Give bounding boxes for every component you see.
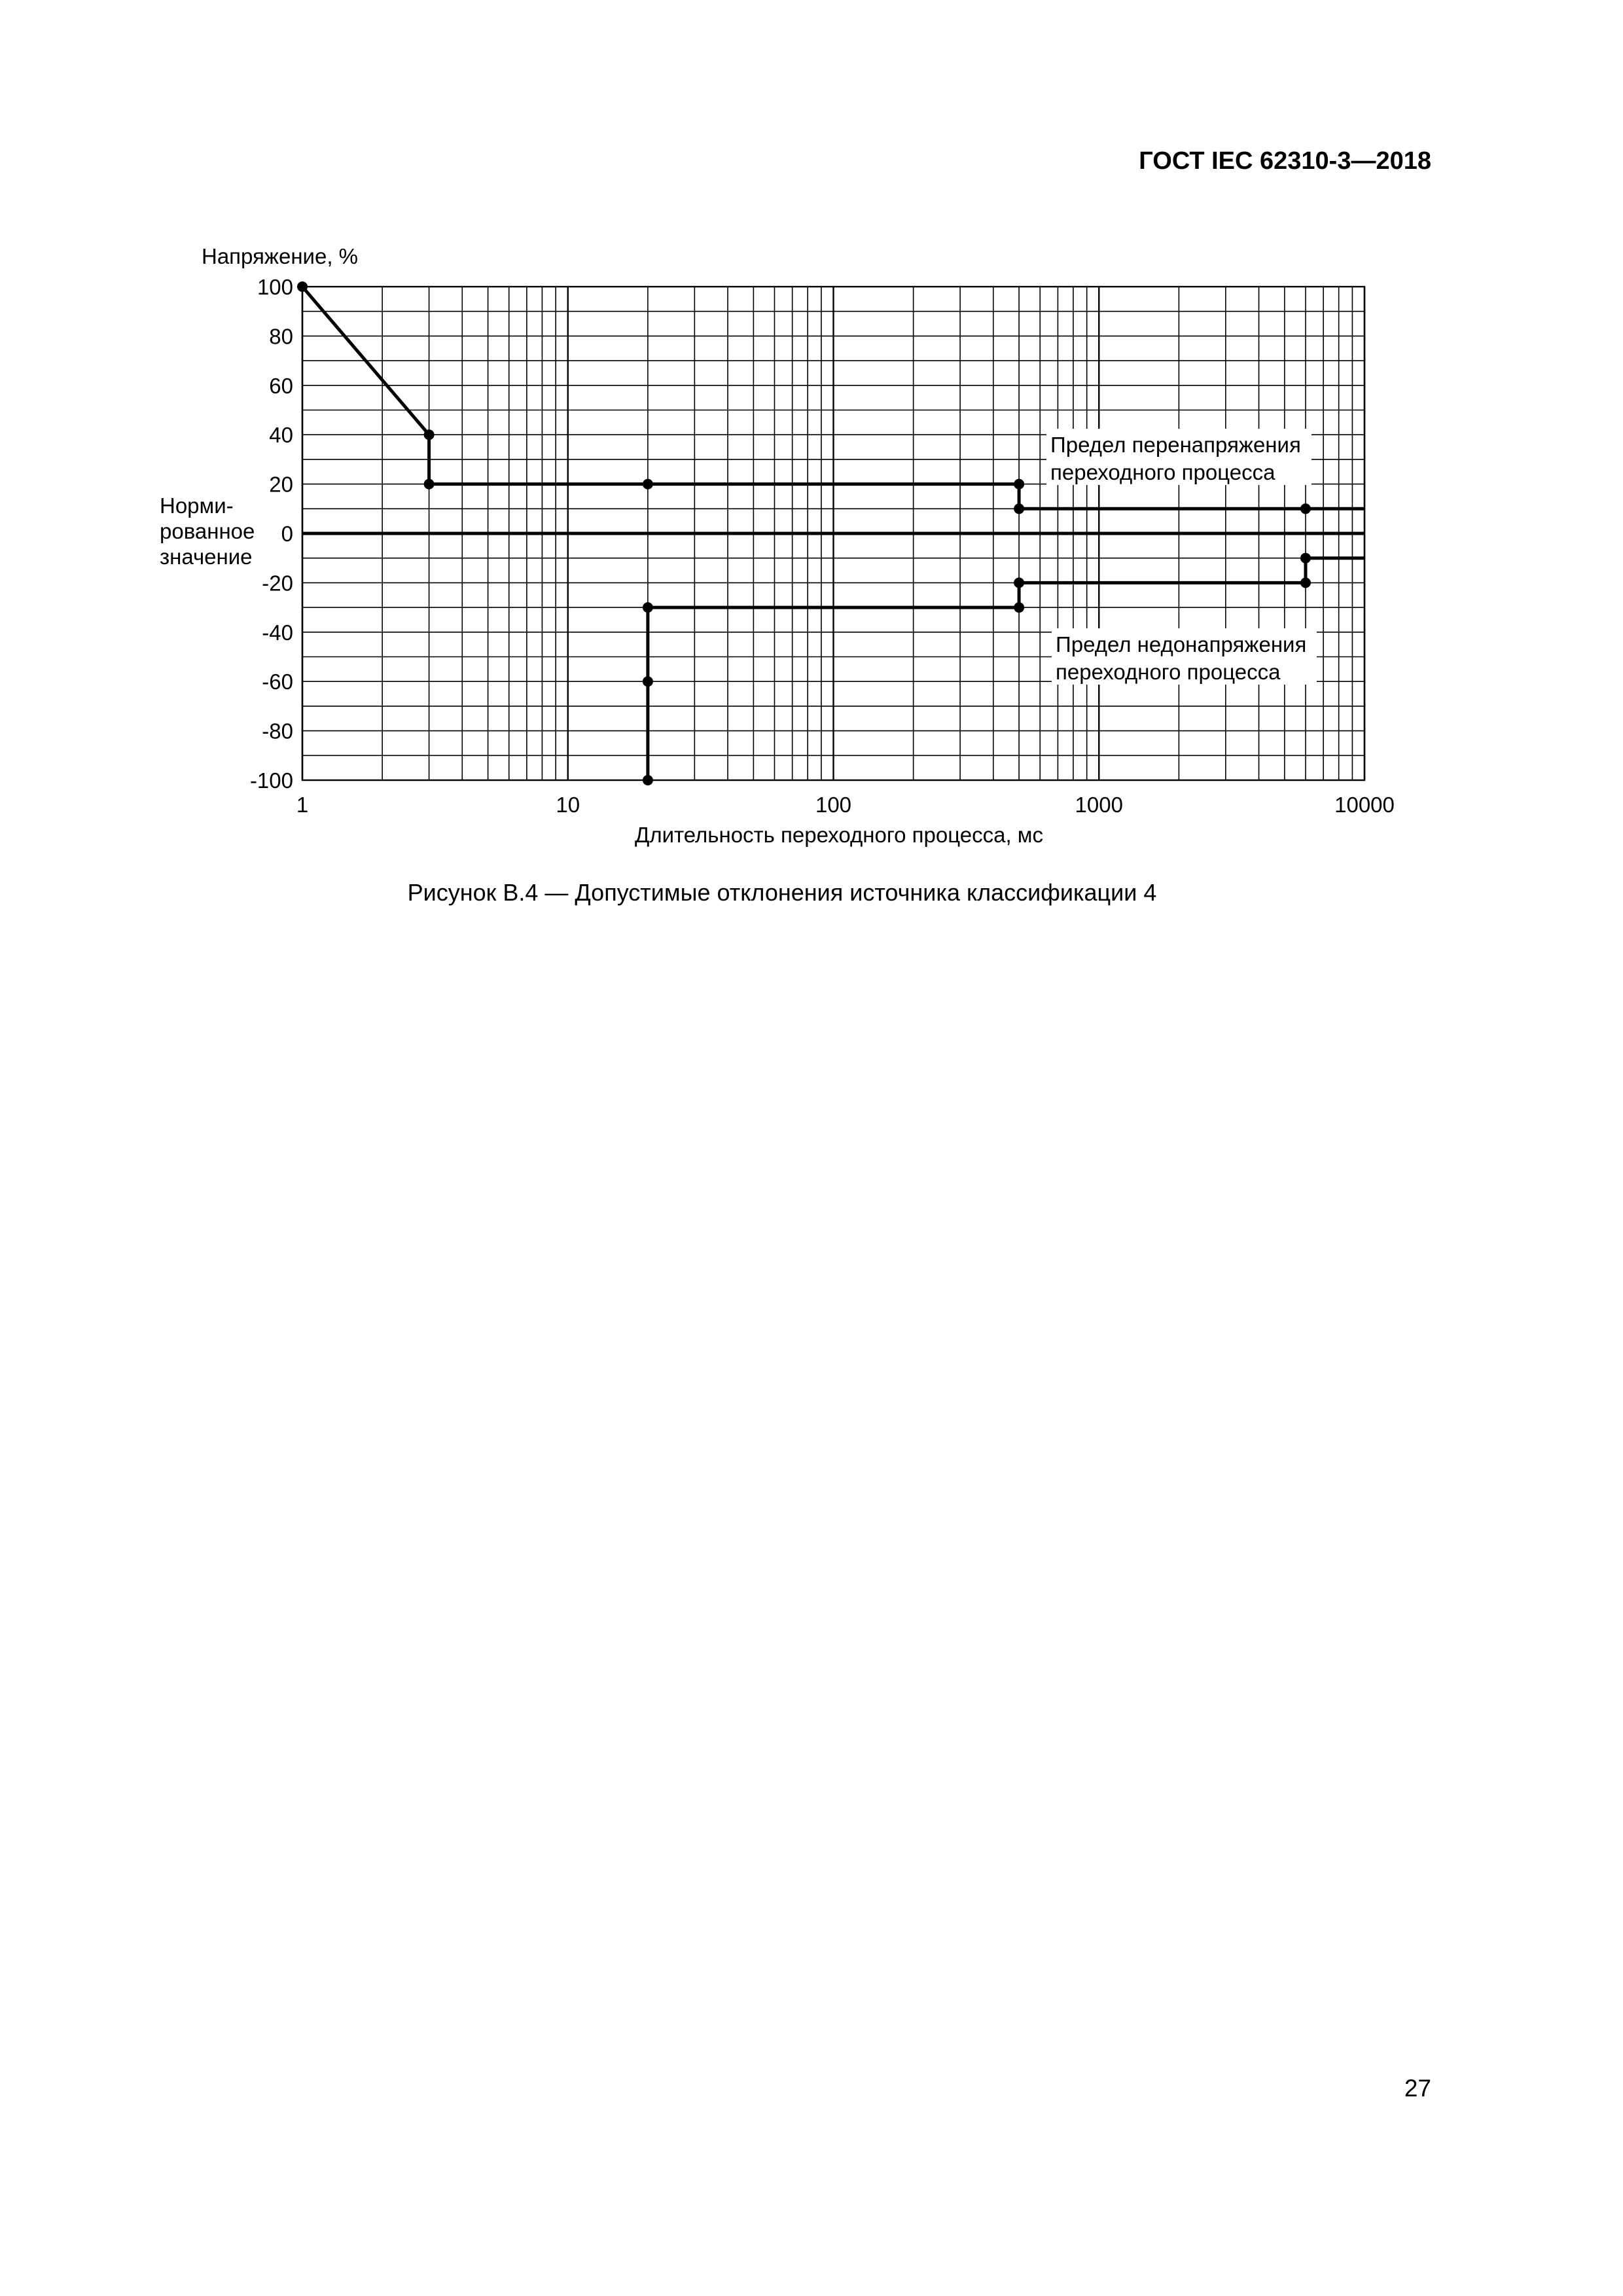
y-tick-label: 20 (269, 472, 293, 497)
y-side-label: рованное (160, 519, 255, 543)
undervoltage-point (1014, 577, 1024, 588)
y-side-label: Норми- (160, 493, 234, 518)
undervoltage-point (1300, 553, 1311, 564)
y-tick-label: 0 (281, 522, 293, 546)
undervoltage-point (643, 676, 653, 687)
y-tick-label: 60 (269, 373, 293, 398)
y-tick-label: -100 (249, 768, 293, 793)
chart-grid (302, 287, 1364, 780)
overvoltage-point (1014, 503, 1024, 514)
undervoltage-point (643, 775, 653, 785)
document-header: ГОСТ IEC 62310-3—2018 (1139, 147, 1431, 175)
x-tick-label: 10000 (1334, 793, 1395, 817)
y-side-label: значение (160, 545, 253, 569)
transient-limits-chart (0, 0, 1623, 851)
undervoltage-point (1014, 602, 1024, 613)
undervoltage-point (643, 602, 653, 613)
x-tick-label: 100 (815, 793, 852, 817)
undervoltage-point (1300, 577, 1311, 588)
y-tick-label: -40 (262, 620, 293, 645)
y-tick-label: -60 (262, 670, 293, 694)
overvoltage-point (424, 429, 435, 440)
y-tick-label: 80 (269, 324, 293, 349)
overvoltage-point (1300, 503, 1311, 514)
overvoltage-point (297, 281, 308, 292)
overvoltage-point (643, 479, 653, 490)
x-axis-label: Длительность переходного процесса, мс (634, 823, 1044, 847)
undervoltage-annotation: Предел недонапряжения (1056, 632, 1307, 656)
overvoltage-annotation: переходного процесса (1050, 460, 1275, 484)
overvoltage-point (1014, 479, 1024, 490)
x-tick-label: 1000 (1075, 793, 1123, 817)
figure-caption: Рисунок В.4 — Допустимые отклонения источника классификации 4 (407, 879, 1157, 906)
overvoltage-point (424, 479, 435, 490)
x-tick-label: 1 (296, 793, 309, 817)
overvoltage-annotation: Предел перенапряжения (1050, 433, 1301, 457)
y-tick-label: -80 (262, 719, 293, 744)
y-tick-label: 40 (269, 423, 293, 448)
y-axis-title: Напряжение, % (202, 244, 359, 268)
x-tick-label: 10 (556, 793, 580, 817)
page-number: 27 (1404, 2075, 1431, 2102)
y-tick-label: -20 (262, 571, 293, 596)
y-tick-label: 100 (257, 275, 293, 299)
undervoltage-annotation: переходного процесса (1056, 660, 1281, 684)
